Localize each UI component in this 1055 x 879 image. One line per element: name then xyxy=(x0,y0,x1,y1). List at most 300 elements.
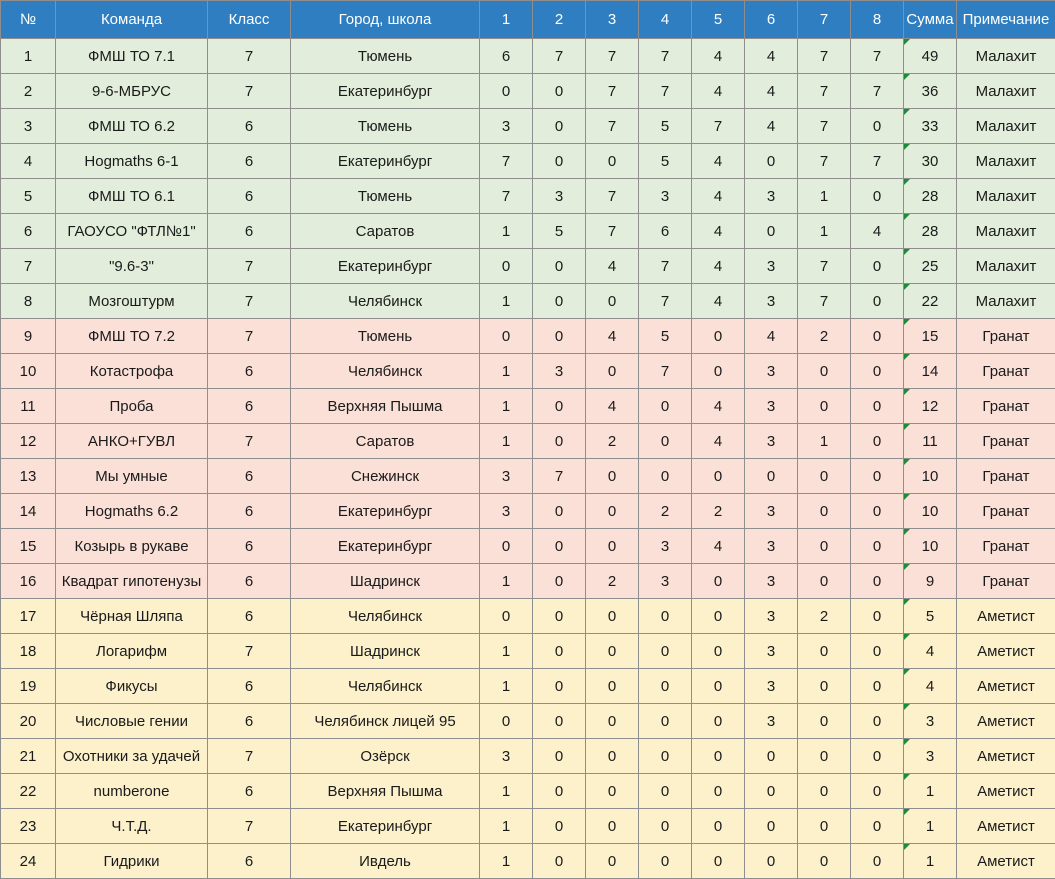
sum-cell: 10 xyxy=(904,529,957,564)
score-cell-problem-1: 0 xyxy=(480,319,533,354)
score-cell-problem-4: 3 xyxy=(639,529,692,564)
grade-cell: 7 xyxy=(208,424,291,459)
team-name-cell: АНКО+ГУВЛ xyxy=(56,424,208,459)
score-cell-problem-1: 1 xyxy=(480,634,533,669)
score-cell-problem-1: 1 xyxy=(480,214,533,249)
table-row xyxy=(1,284,1055,319)
sum-cell: 1 xyxy=(904,774,957,809)
score-cell-problem-2: 5 xyxy=(533,214,586,249)
score-cell-problem-3: 0 xyxy=(586,459,639,494)
table-row xyxy=(1,774,1055,809)
score-cell-problem-3: 0 xyxy=(586,144,639,179)
score-cell-problem-1: 1 xyxy=(480,669,533,704)
grade-cell: 6 xyxy=(208,494,291,529)
score-cell-problem-3: 0 xyxy=(586,494,639,529)
score-cell-problem-3: 0 xyxy=(586,354,639,389)
score-cell-problem-6: 3 xyxy=(745,424,798,459)
rank-cell: 7 xyxy=(1,249,56,284)
score-cell-problem-2: 0 xyxy=(533,144,586,179)
rank-cell: 14 xyxy=(1,494,56,529)
header-problem-6: 6 xyxy=(745,1,798,39)
note-cell: Малахит xyxy=(957,144,1055,179)
score-cell-problem-2: 0 xyxy=(533,844,586,879)
team-name-cell: Гидрики xyxy=(56,844,208,879)
note-cell: Гранат xyxy=(957,354,1055,389)
score-cell-problem-3: 7 xyxy=(586,179,639,214)
score-cell-problem-5: 4 xyxy=(692,39,745,74)
sum-cell: 3 xyxy=(904,704,957,739)
score-cell-problem-7: 0 xyxy=(798,459,851,494)
score-cell-problem-2: 3 xyxy=(533,354,586,389)
team-name-cell: Логарифм xyxy=(56,634,208,669)
city-cell: Верхняя Пышма xyxy=(291,389,480,424)
team-name-cell: Числовые гении xyxy=(56,704,208,739)
rank-cell: 12 xyxy=(1,424,56,459)
note-cell: Гранат xyxy=(957,564,1055,599)
score-cell-problem-5: 0 xyxy=(692,809,745,844)
header-note: Примечание xyxy=(957,1,1055,39)
city-cell: Екатеринбург xyxy=(291,74,480,109)
table-row xyxy=(1,74,1055,109)
sum-cell: 36 xyxy=(904,74,957,109)
table-row xyxy=(1,319,1055,354)
city-cell: Саратов xyxy=(291,214,480,249)
score-cell-problem-7: 0 xyxy=(798,809,851,844)
city-cell: Саратов xyxy=(291,424,480,459)
sum-cell: 1 xyxy=(904,844,957,879)
score-cell-problem-8: 0 xyxy=(851,424,904,459)
note-cell: Аметист xyxy=(957,634,1055,669)
sum-cell: 12 xyxy=(904,389,957,424)
score-cell-problem-5: 0 xyxy=(692,319,745,354)
score-cell-problem-4: 5 xyxy=(639,319,692,354)
score-cell-problem-3: 7 xyxy=(586,214,639,249)
score-cell-problem-1: 0 xyxy=(480,249,533,284)
score-cell-problem-3: 7 xyxy=(586,39,639,74)
score-cell-problem-7: 1 xyxy=(798,424,851,459)
team-name-cell: Ч.Т.Д. xyxy=(56,809,208,844)
header-grade: Класс xyxy=(208,1,291,39)
city-cell: Тюмень xyxy=(291,39,480,74)
score-cell-problem-8: 0 xyxy=(851,354,904,389)
score-cell-problem-5: 4 xyxy=(692,529,745,564)
score-cell-problem-3: 0 xyxy=(586,669,639,704)
note-cell: Аметист xyxy=(957,599,1055,634)
score-cell-problem-6: 0 xyxy=(745,844,798,879)
rank-cell: 15 xyxy=(1,529,56,564)
grade-cell: 7 xyxy=(208,284,291,319)
score-cell-problem-5: 0 xyxy=(692,634,745,669)
score-cell-problem-3: 7 xyxy=(586,74,639,109)
score-cell-problem-3: 0 xyxy=(586,284,639,319)
header-problem-7: 7 xyxy=(798,1,851,39)
sum-cell: 14 xyxy=(904,354,957,389)
rank-cell: 1 xyxy=(1,39,56,74)
score-cell-problem-6: 3 xyxy=(745,529,798,564)
sum-cell: 28 xyxy=(904,214,957,249)
score-cell-problem-4: 5 xyxy=(639,144,692,179)
score-cell-problem-6: 0 xyxy=(745,214,798,249)
score-cell-problem-1: 1 xyxy=(480,424,533,459)
score-cell-problem-6: 3 xyxy=(745,389,798,424)
city-cell: Тюмень xyxy=(291,319,480,354)
header-problem-5: 5 xyxy=(692,1,745,39)
score-cell-problem-5: 4 xyxy=(692,179,745,214)
sum-cell: 5 xyxy=(904,599,957,634)
score-cell-problem-4: 0 xyxy=(639,809,692,844)
city-cell: Челябинск xyxy=(291,669,480,704)
rank-cell: 9 xyxy=(1,319,56,354)
score-cell-problem-5: 0 xyxy=(692,774,745,809)
score-cell-problem-5: 0 xyxy=(692,669,745,704)
score-cell-problem-8: 0 xyxy=(851,599,904,634)
grade-cell: 7 xyxy=(208,739,291,774)
score-cell-problem-7: 2 xyxy=(798,319,851,354)
grade-cell: 6 xyxy=(208,669,291,704)
score-cell-problem-1: 1 xyxy=(480,354,533,389)
score-cell-problem-2: 0 xyxy=(533,809,586,844)
grade-cell: 6 xyxy=(208,564,291,599)
score-cell-problem-8: 0 xyxy=(851,389,904,424)
score-cell-problem-5: 7 xyxy=(692,109,745,144)
city-cell: Верхняя Пышма xyxy=(291,774,480,809)
score-cell-problem-1: 3 xyxy=(480,109,533,144)
header-city: Город, школа xyxy=(291,1,480,39)
table-header xyxy=(1,1,1055,39)
score-cell-problem-2: 0 xyxy=(533,669,586,704)
score-cell-problem-8: 0 xyxy=(851,669,904,704)
score-cell-problem-7: 7 xyxy=(798,109,851,144)
grade-cell: 6 xyxy=(208,704,291,739)
score-cell-problem-6: 3 xyxy=(745,669,798,704)
score-cell-problem-3: 0 xyxy=(586,599,639,634)
header-row xyxy=(1,1,1055,39)
score-cell-problem-5: 4 xyxy=(692,249,745,284)
note-cell: Малахит xyxy=(957,249,1055,284)
table-row xyxy=(1,704,1055,739)
rank-cell: 2 xyxy=(1,74,56,109)
team-name-cell: Квадрат гипотенузы xyxy=(56,564,208,599)
score-cell-problem-7: 7 xyxy=(798,144,851,179)
score-cell-problem-8: 0 xyxy=(851,844,904,879)
team-name-cell: ФМШ ТО 6.2 xyxy=(56,109,208,144)
grade-cell: 6 xyxy=(208,109,291,144)
grade-cell: 6 xyxy=(208,354,291,389)
score-cell-problem-8: 0 xyxy=(851,564,904,599)
score-cell-problem-7: 0 xyxy=(798,389,851,424)
score-cell-problem-8: 0 xyxy=(851,774,904,809)
score-cell-problem-4: 0 xyxy=(639,844,692,879)
score-cell-problem-6: 3 xyxy=(745,634,798,669)
table-row xyxy=(1,39,1055,74)
score-cell-problem-7: 0 xyxy=(798,494,851,529)
team-name-cell: 9-6-МБРУС xyxy=(56,74,208,109)
score-cell-problem-4: 2 xyxy=(639,494,692,529)
score-cell-problem-5: 4 xyxy=(692,424,745,459)
score-cell-problem-7: 0 xyxy=(798,739,851,774)
score-cell-problem-3: 0 xyxy=(586,809,639,844)
table-row xyxy=(1,494,1055,529)
grade-cell: 6 xyxy=(208,214,291,249)
team-name-cell: ФМШ ТО 7.1 xyxy=(56,39,208,74)
score-cell-problem-4: 0 xyxy=(639,424,692,459)
team-name-cell: Hogmaths 6-1 xyxy=(56,144,208,179)
rank-cell: 19 xyxy=(1,669,56,704)
score-cell-problem-4: 7 xyxy=(639,354,692,389)
team-name-cell: Охотники за удачей xyxy=(56,739,208,774)
note-cell: Малахит xyxy=(957,179,1055,214)
city-cell: Ивдель xyxy=(291,844,480,879)
team-name-cell: Фикусы xyxy=(56,669,208,704)
city-cell: Екатеринбург xyxy=(291,809,480,844)
score-cell-problem-2: 0 xyxy=(533,599,586,634)
score-cell-problem-6: 3 xyxy=(745,284,798,319)
header-problem-2: 2 xyxy=(533,1,586,39)
score-cell-problem-7: 7 xyxy=(798,74,851,109)
score-cell-problem-2: 3 xyxy=(533,179,586,214)
note-cell: Гранат xyxy=(957,529,1055,564)
sum-cell: 15 xyxy=(904,319,957,354)
score-cell-problem-4: 0 xyxy=(639,389,692,424)
city-cell: Тюмень xyxy=(291,109,480,144)
score-cell-problem-6: 3 xyxy=(745,354,798,389)
grade-cell: 7 xyxy=(208,809,291,844)
rank-cell: 6 xyxy=(1,214,56,249)
score-cell-problem-1: 1 xyxy=(480,809,533,844)
score-cell-problem-5: 4 xyxy=(692,284,745,319)
table-row xyxy=(1,844,1055,879)
grade-cell: 6 xyxy=(208,774,291,809)
score-cell-problem-3: 4 xyxy=(586,319,639,354)
score-cell-problem-4: 0 xyxy=(639,774,692,809)
score-cell-problem-6: 4 xyxy=(745,109,798,144)
city-cell: Озёрск xyxy=(291,739,480,774)
grade-cell: 7 xyxy=(208,39,291,74)
score-cell-problem-2: 0 xyxy=(533,284,586,319)
score-cell-problem-8: 7 xyxy=(851,74,904,109)
score-cell-problem-8: 4 xyxy=(851,214,904,249)
table-row xyxy=(1,599,1055,634)
table-row xyxy=(1,459,1055,494)
city-cell: Екатеринбург xyxy=(291,144,480,179)
team-name-cell: Козырь в рукаве xyxy=(56,529,208,564)
rank-cell: 13 xyxy=(1,459,56,494)
table-row xyxy=(1,529,1055,564)
score-cell-problem-7: 0 xyxy=(798,844,851,879)
table-row xyxy=(1,354,1055,389)
score-cell-problem-3: 4 xyxy=(586,249,639,284)
score-cell-problem-2: 7 xyxy=(533,39,586,74)
city-cell: Екатеринбург xyxy=(291,529,480,564)
header-problem-4: 4 xyxy=(639,1,692,39)
score-cell-problem-1: 3 xyxy=(480,459,533,494)
score-cell-problem-2: 0 xyxy=(533,494,586,529)
score-cell-problem-2: 0 xyxy=(533,389,586,424)
sum-cell: 4 xyxy=(904,669,957,704)
rank-cell: 23 xyxy=(1,809,56,844)
header-problem-8: 8 xyxy=(851,1,904,39)
note-cell: Гранат xyxy=(957,424,1055,459)
rank-cell: 3 xyxy=(1,109,56,144)
header-sum: Сумма xyxy=(904,1,957,39)
score-cell-problem-1: 6 xyxy=(480,39,533,74)
score-cell-problem-5: 0 xyxy=(692,459,745,494)
score-cell-problem-8: 0 xyxy=(851,529,904,564)
grade-cell: 6 xyxy=(208,529,291,564)
score-cell-problem-7: 7 xyxy=(798,249,851,284)
score-cell-problem-8: 0 xyxy=(851,319,904,354)
team-name-cell: ФМШ ТО 6.1 xyxy=(56,179,208,214)
score-cell-problem-6: 0 xyxy=(745,809,798,844)
score-cell-problem-1: 7 xyxy=(480,144,533,179)
score-cell-problem-5: 0 xyxy=(692,704,745,739)
team-name-cell: ФМШ ТО 7.2 xyxy=(56,319,208,354)
grade-cell: 6 xyxy=(208,144,291,179)
grade-cell: 6 xyxy=(208,844,291,879)
score-cell-problem-6: 0 xyxy=(745,739,798,774)
table-row xyxy=(1,669,1055,704)
score-cell-problem-7: 0 xyxy=(798,774,851,809)
score-cell-problem-4: 3 xyxy=(639,179,692,214)
score-cell-problem-8: 0 xyxy=(851,179,904,214)
score-cell-problem-1: 1 xyxy=(480,389,533,424)
score-cell-problem-7: 0 xyxy=(798,704,851,739)
score-cell-problem-7: 7 xyxy=(798,284,851,319)
score-cell-problem-5: 4 xyxy=(692,389,745,424)
note-cell: Аметист xyxy=(957,669,1055,704)
header-team: Команда xyxy=(56,1,208,39)
city-cell: Тюмень xyxy=(291,179,480,214)
rank-cell: 22 xyxy=(1,774,56,809)
score-cell-problem-4: 5 xyxy=(639,109,692,144)
rank-cell: 16 xyxy=(1,564,56,599)
score-cell-problem-6: 3 xyxy=(745,179,798,214)
score-cell-problem-1: 1 xyxy=(480,284,533,319)
note-cell: Гранат xyxy=(957,389,1055,424)
city-cell: Екатеринбург xyxy=(291,249,480,284)
rank-cell: 21 xyxy=(1,739,56,774)
score-cell-problem-5: 4 xyxy=(692,74,745,109)
grade-cell: 6 xyxy=(208,179,291,214)
table-row xyxy=(1,214,1055,249)
team-name-cell: ГАОУСО "ФТЛ№1" xyxy=(56,214,208,249)
score-cell-problem-6: 3 xyxy=(745,599,798,634)
city-cell: Снежинск xyxy=(291,459,480,494)
grade-cell: 7 xyxy=(208,634,291,669)
score-cell-problem-5: 0 xyxy=(692,354,745,389)
sum-cell: 10 xyxy=(904,459,957,494)
rank-cell: 24 xyxy=(1,844,56,879)
table-row xyxy=(1,634,1055,669)
score-cell-problem-6: 0 xyxy=(745,774,798,809)
score-cell-problem-3: 0 xyxy=(586,739,639,774)
score-cell-problem-6: 0 xyxy=(745,144,798,179)
sum-cell: 1 xyxy=(904,809,957,844)
note-cell: Малахит xyxy=(957,214,1055,249)
city-cell: Шадринск xyxy=(291,564,480,599)
sum-cell: 25 xyxy=(904,249,957,284)
note-cell: Малахит xyxy=(957,284,1055,319)
table-row xyxy=(1,564,1055,599)
score-cell-problem-7: 0 xyxy=(798,634,851,669)
score-cell-problem-5: 2 xyxy=(692,494,745,529)
rank-cell: 5 xyxy=(1,179,56,214)
note-cell: Гранат xyxy=(957,494,1055,529)
score-cell-problem-8: 0 xyxy=(851,634,904,669)
grade-cell: 7 xyxy=(208,74,291,109)
score-cell-problem-6: 3 xyxy=(745,564,798,599)
score-cell-problem-4: 0 xyxy=(639,704,692,739)
sum-cell: 10 xyxy=(904,494,957,529)
table-row xyxy=(1,249,1055,284)
note-cell: Гранат xyxy=(957,459,1055,494)
grade-cell: 6 xyxy=(208,599,291,634)
note-cell: Аметист xyxy=(957,844,1055,879)
sum-cell: 9 xyxy=(904,564,957,599)
table-row xyxy=(1,179,1055,214)
score-cell-problem-7: 0 xyxy=(798,564,851,599)
score-cell-problem-6: 3 xyxy=(745,249,798,284)
note-cell: Малахит xyxy=(957,74,1055,109)
header-number: № xyxy=(1,1,56,39)
city-cell: Шадринск xyxy=(291,634,480,669)
score-cell-problem-2: 0 xyxy=(533,319,586,354)
team-name-cell: Чёрная Шляпа xyxy=(56,599,208,634)
score-cell-problem-4: 0 xyxy=(639,599,692,634)
table-row xyxy=(1,109,1055,144)
note-cell: Малахит xyxy=(957,109,1055,144)
rank-cell: 11 xyxy=(1,389,56,424)
rank-cell: 8 xyxy=(1,284,56,319)
score-cell-problem-7: 0 xyxy=(798,529,851,564)
score-cell-problem-3: 0 xyxy=(586,844,639,879)
score-cell-problem-8: 0 xyxy=(851,704,904,739)
sum-cell: 4 xyxy=(904,634,957,669)
score-cell-problem-2: 7 xyxy=(533,459,586,494)
score-cell-problem-4: 7 xyxy=(639,39,692,74)
score-cell-problem-4: 0 xyxy=(639,634,692,669)
score-cell-problem-7: 2 xyxy=(798,599,851,634)
score-cell-problem-8: 0 xyxy=(851,109,904,144)
note-cell: Гранат xyxy=(957,319,1055,354)
score-cell-problem-3: 2 xyxy=(586,564,639,599)
grade-cell: 6 xyxy=(208,459,291,494)
sum-cell: 28 xyxy=(904,179,957,214)
team-name-cell: Котастрофа xyxy=(56,354,208,389)
header-problem-1: 1 xyxy=(480,1,533,39)
score-cell-problem-8: 0 xyxy=(851,809,904,844)
sum-cell: 30 xyxy=(904,144,957,179)
score-cell-problem-2: 0 xyxy=(533,74,586,109)
note-cell: Малахит xyxy=(957,39,1055,74)
table-row xyxy=(1,389,1055,424)
score-cell-problem-2: 0 xyxy=(533,774,586,809)
team-name-cell: Проба xyxy=(56,389,208,424)
rank-cell: 18 xyxy=(1,634,56,669)
score-cell-problem-6: 0 xyxy=(745,459,798,494)
table-row xyxy=(1,739,1055,774)
team-name-cell: Hogmaths 6.2 xyxy=(56,494,208,529)
grade-cell: 7 xyxy=(208,249,291,284)
score-cell-problem-6: 3 xyxy=(745,704,798,739)
score-cell-problem-3: 4 xyxy=(586,389,639,424)
score-cell-problem-3: 2 xyxy=(586,424,639,459)
score-cell-problem-3: 0 xyxy=(586,774,639,809)
sum-cell: 11 xyxy=(904,424,957,459)
sum-cell: 49 xyxy=(904,39,957,74)
score-cell-problem-1: 0 xyxy=(480,529,533,564)
note-cell: Аметист xyxy=(957,704,1055,739)
